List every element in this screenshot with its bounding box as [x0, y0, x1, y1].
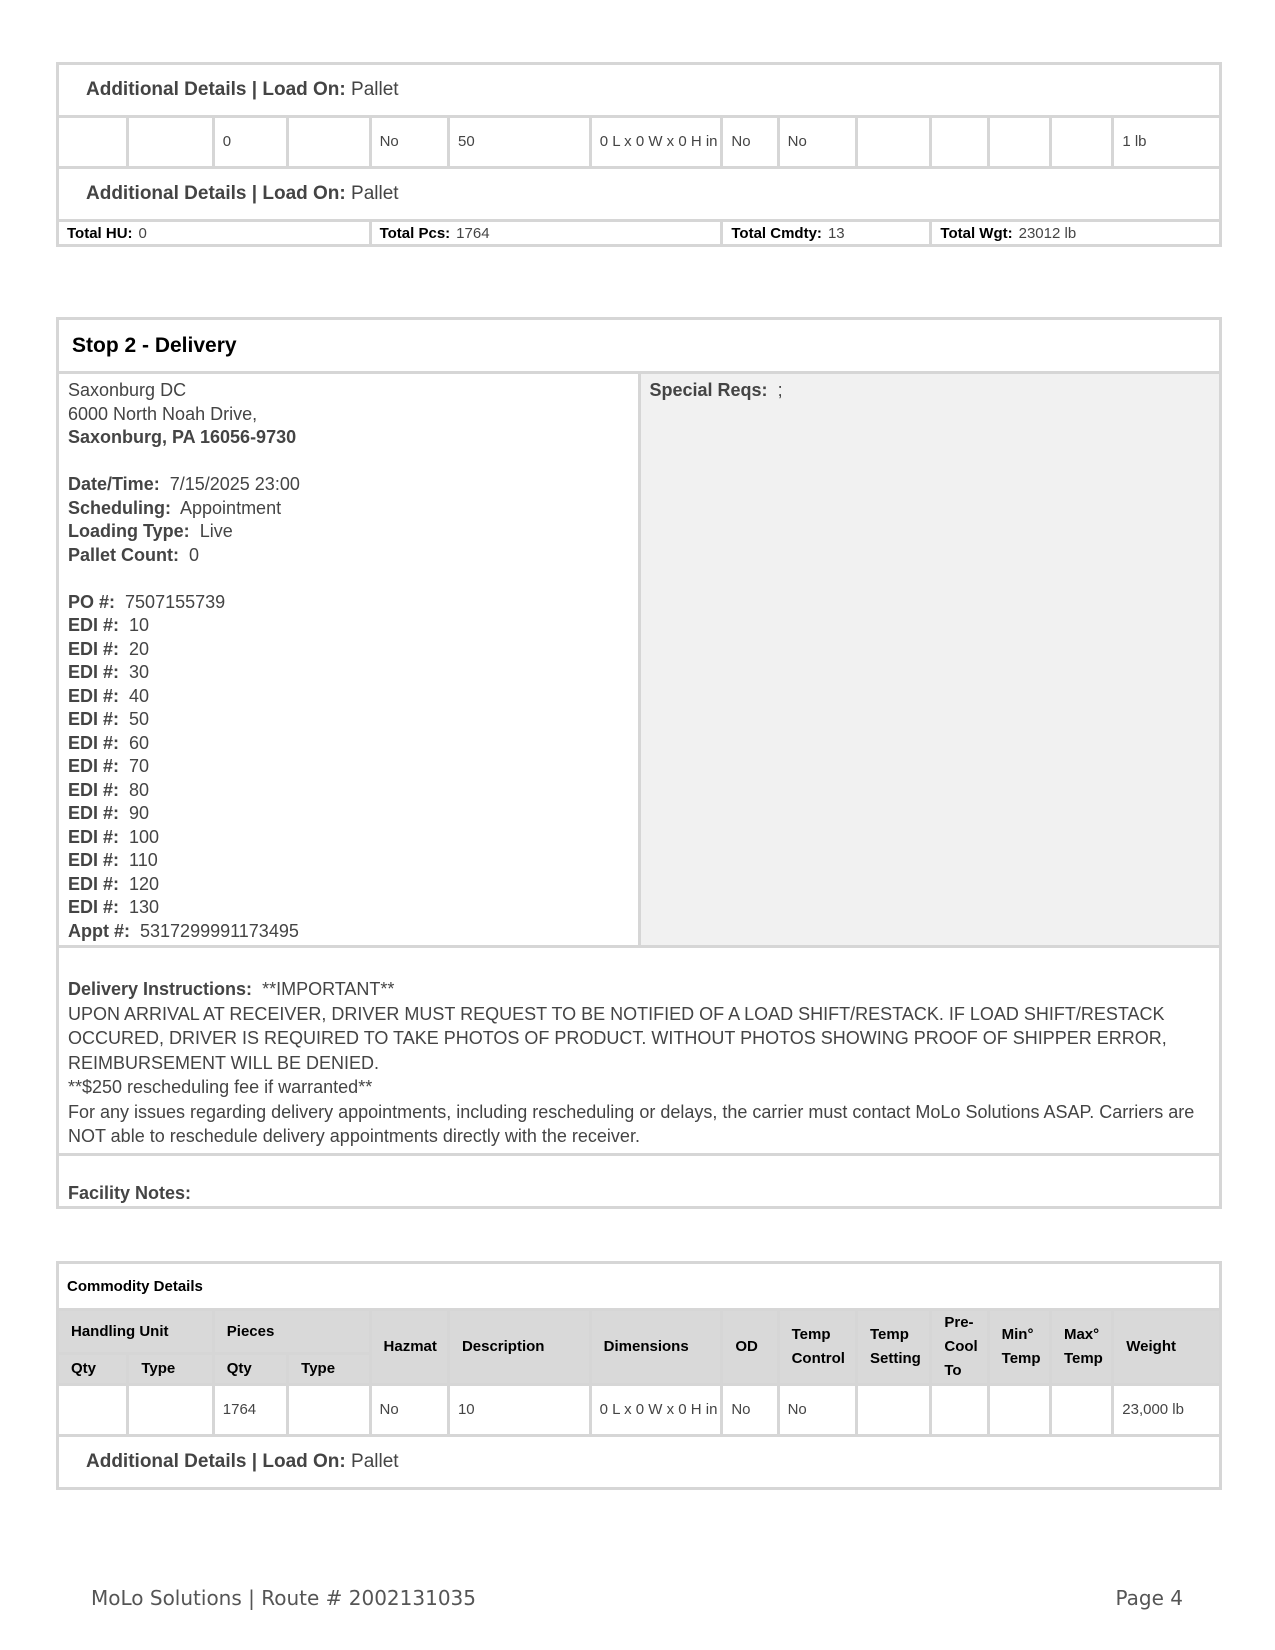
edi-value: 60: [129, 732, 150, 753]
edi-list: [68, 614, 638, 920]
po-label: PO #:: [68, 591, 116, 612]
instructions-first-line: [68, 977, 1211, 1002]
edi-label: EDI #:: [68, 850, 120, 870]
date-time-line: [68, 473, 638, 497]
edi-line: [68, 708, 638, 732]
total-cmdty-value: 13: [827, 224, 845, 242]
edi-line: [68, 826, 638, 850]
load-on-label: Load On:: [262, 183, 346, 204]
load-on-value: Pallet: [351, 1451, 399, 1472]
cell-hazmat: No: [370, 117, 448, 168]
city-state-zip: Saxonburg, PA 16056-9730: [68, 427, 297, 447]
cell-precool: [931, 117, 988, 168]
edi-label: EDI #:: [68, 685, 120, 706]
footer-route: MoLo Solutions | Route # 2002131035: [91, 1586, 476, 1610]
total-wgt: [931, 221, 1221, 246]
additional-details-row: [58, 64, 1221, 117]
total-pcs-label: Total Pcs:: [379, 224, 451, 242]
special-reqs-value: ;: [777, 380, 783, 400]
cell-hu-qty: [58, 117, 128, 168]
stop-address-details: [58, 373, 640, 947]
edi-line: [68, 755, 638, 779]
edi-label: EDI #:: [68, 873, 120, 894]
cell-hu-type: [128, 1385, 213, 1436]
scheduling-label: Scheduling:: [68, 497, 171, 518]
street-address: 6000 North Noah Drive,: [68, 403, 258, 424]
cell-weight: 1 lb: [1113, 117, 1221, 168]
header-min-temp: Min° Temp: [988, 1310, 1050, 1385]
appt-line: [68, 920, 638, 944]
scheduling-value: Appointment: [180, 497, 282, 518]
edi-label: EDI #:: [68, 709, 120, 729]
edi-value: 70: [129, 756, 150, 776]
edi-value: 10: [129, 615, 150, 635]
header-od: OD: [722, 1310, 778, 1385]
total-wgt-value: 23012 lb: [1018, 224, 1077, 242]
total-cmdty-label: Total Cmdty:: [731, 224, 822, 242]
loading-type-label: Loading Type:: [68, 521, 190, 541]
instructions-important: **IMPORTANT**: [262, 979, 395, 999]
instructions-paragraph-2: **$250 rescheduling fee if warranted**: [68, 1077, 373, 1097]
pallet-count-value: 0: [189, 544, 200, 565]
total-wgt-label: Total Wgt:: [940, 224, 1013, 242]
additional-details-label: Additional Details: [86, 183, 247, 204]
edi-label: EDI #:: [68, 732, 120, 753]
facility-name: Saxonburg DC: [68, 380, 187, 400]
header-handling-unit: Handling Unit: [58, 1310, 214, 1354]
cell-description: 50: [448, 117, 590, 168]
cell-max-temp: [1051, 117, 1113, 168]
loading-type-line: [68, 520, 638, 544]
header-temp-setting: Temp Setting: [856, 1310, 930, 1385]
table-row: [58, 1385, 1221, 1436]
separator: |: [251, 183, 258, 204]
total-hu-value: 0: [138, 224, 147, 242]
cell-hu-qty: [58, 1385, 128, 1436]
edi-line: [68, 779, 638, 803]
edi-line: [68, 614, 638, 638]
edi-value: 80: [129, 779, 150, 800]
header-hazmat: Hazmat: [370, 1310, 448, 1385]
edi-label: EDI #:: [68, 897, 120, 917]
edi-line: [68, 873, 638, 897]
edi-label: EDI #:: [68, 803, 120, 823]
cell-description: 10: [448, 1385, 590, 1436]
edi-line: [68, 685, 638, 709]
edi-line: [68, 802, 638, 826]
header-description: Description: [448, 1310, 590, 1385]
cell-pieces-qty: 1764: [213, 1385, 287, 1436]
special-reqs-label: Special Reqs:: [649, 380, 768, 400]
edi-line: [68, 849, 638, 873]
cell-temp-setting: [857, 117, 931, 168]
edi-value: 30: [129, 662, 150, 682]
total-pcs: [370, 221, 722, 246]
total-cmdty: [722, 221, 931, 246]
instructions-paragraph-1: UPON ARRIVAL AT RECEIVER, DRIVER MUST REQUEST TO BE NOTIFIED OF A LOAD SHIFT/RESTACK. IF LOAD SHIFT/RESTACK OCCURED, DRIVER IS REQUIRED TO TAKE PHOTOS OF PRODUCT. WITHOUT PHOTOS SHOWING PROOF OF SHIPPER ERROR, REIMBURSEMENT WILL BE DENIED.: [68, 1003, 1167, 1073]
cell-min-temp: [988, 1385, 1050, 1436]
po-line: [68, 591, 638, 615]
cell-temp-control: No: [778, 117, 856, 168]
cell-precool: [931, 1385, 988, 1436]
stop-2-table: [56, 317, 1222, 1209]
stop-header-row: [58, 319, 1221, 373]
load-on-label: Load On:: [262, 1451, 346, 1472]
header-temp-control: Temp Control: [778, 1310, 856, 1385]
pallet-count-label: Pallet Count:: [68, 544, 179, 565]
total-hu-label: Total HU:: [67, 224, 133, 242]
edi-label: EDI #:: [68, 615, 120, 635]
table-row: [58, 117, 1221, 168]
delivery-instructions: [58, 947, 1221, 1155]
load-on-value: Pallet: [351, 183, 399, 204]
edi-value: 120: [129, 873, 160, 894]
cell-temp-setting: [856, 1385, 930, 1436]
cell-max-temp: [1050, 1385, 1112, 1436]
additional-details-row: [58, 1436, 1221, 1489]
stop-details-row: [58, 373, 1221, 947]
cell-hazmat: No: [370, 1385, 448, 1436]
header-pieces-qty: Qty: [213, 1354, 287, 1385]
edi-label: EDI #:: [68, 638, 120, 659]
cell-od: No: [722, 1385, 778, 1436]
edi-value: 20: [129, 638, 150, 659]
special-requirements: [639, 373, 1221, 947]
facility-notes-label: Facility Notes:: [58, 1154, 1221, 1207]
total-hu: [58, 221, 371, 246]
separator: |: [251, 79, 258, 100]
cell-temp-control: No: [778, 1385, 856, 1436]
spacer: [68, 450, 638, 474]
cell-hu-type: [128, 117, 213, 168]
cell-weight: 23,000 lb: [1113, 1385, 1221, 1436]
footer-page-number: Page 4: [1115, 1586, 1183, 1610]
header-max-temp: Max° Temp: [1050, 1310, 1112, 1385]
edi-label: EDI #:: [68, 826, 120, 847]
stop-title: Stop 2 - Delivery: [58, 319, 1221, 373]
instructions-label: Delivery Instructions:: [68, 979, 253, 999]
edi-value: 100: [129, 826, 160, 847]
header-precool: Pre-Cool To: [931, 1310, 988, 1385]
commodity-details-table: [56, 1261, 1222, 1490]
commodity-title-row: [58, 1263, 1221, 1310]
header-hu-type: Type: [128, 1354, 213, 1385]
load-on-label: Load On:: [262, 79, 346, 100]
spacer: [68, 567, 638, 591]
edi-value: 130: [129, 897, 160, 917]
totals-row: [58, 221, 1221, 246]
cell-dimensions: 0 L x 0 W x 0 H in: [590, 117, 722, 168]
edi-value: 40: [129, 685, 150, 706]
header-dimensions: Dimensions: [590, 1310, 722, 1385]
header-row-1: [58, 1310, 1221, 1354]
edi-line: [68, 661, 638, 685]
edi-value: 110: [129, 850, 158, 870]
date-time-value: 7/15/2025 23:00: [169, 474, 300, 494]
edi-line: [68, 732, 638, 756]
facility-notes-row: [58, 1154, 1221, 1207]
edi-value: 50: [129, 709, 150, 729]
commodity-details-title: Commodity Details: [58, 1263, 1221, 1310]
cell-min-temp: [988, 117, 1050, 168]
cell-pieces-qty: 0: [213, 117, 287, 168]
edi-label: EDI #:: [68, 779, 120, 800]
separator: |: [251, 1451, 258, 1472]
delivery-instructions-row: [58, 947, 1221, 1155]
cell-pieces-type: [288, 117, 370, 168]
total-pcs-value: 1764: [456, 224, 490, 242]
header-hu-qty: Qty: [58, 1354, 128, 1385]
edi-line: [68, 638, 638, 662]
appt-value: 5317299991173495: [140, 920, 299, 941]
appt-label: Appt #:: [68, 920, 130, 941]
cell-od: No: [722, 117, 778, 168]
edi-label: EDI #:: [68, 756, 120, 776]
edi-label: EDI #:: [68, 662, 120, 682]
additional-details-row: [58, 168, 1221, 221]
edi-value: 90: [129, 803, 150, 823]
scheduling-line: [68, 497, 638, 521]
cell-dimensions: 0 L x 0 W x 0 H in: [590, 1385, 722, 1436]
commodity-continuation-table: [56, 62, 1222, 247]
loading-type-value: Live: [199, 521, 233, 541]
pallet-count-line: [68, 544, 638, 568]
additional-details-label: Additional Details: [86, 1451, 247, 1472]
instructions-paragraph-3: For any issues regarding delivery appointments, including rescheduling or delays, the carrier must contact MoLo Solutions ASAP. Carriers are NOT able to reschedule delivery appointments directly with the receiver.: [68, 1101, 1195, 1146]
header-pieces-type: Type: [288, 1354, 370, 1385]
edi-line: [68, 896, 638, 920]
po-value: 7507155739: [125, 591, 226, 612]
load-on-value: Pallet: [351, 79, 399, 100]
header-pieces: Pieces: [213, 1310, 370, 1354]
header-weight: Weight: [1113, 1310, 1221, 1385]
date-time-label: Date/Time:: [68, 474, 160, 494]
additional-details-label: Additional Details: [86, 79, 247, 100]
cell-pieces-type: [288, 1385, 370, 1436]
